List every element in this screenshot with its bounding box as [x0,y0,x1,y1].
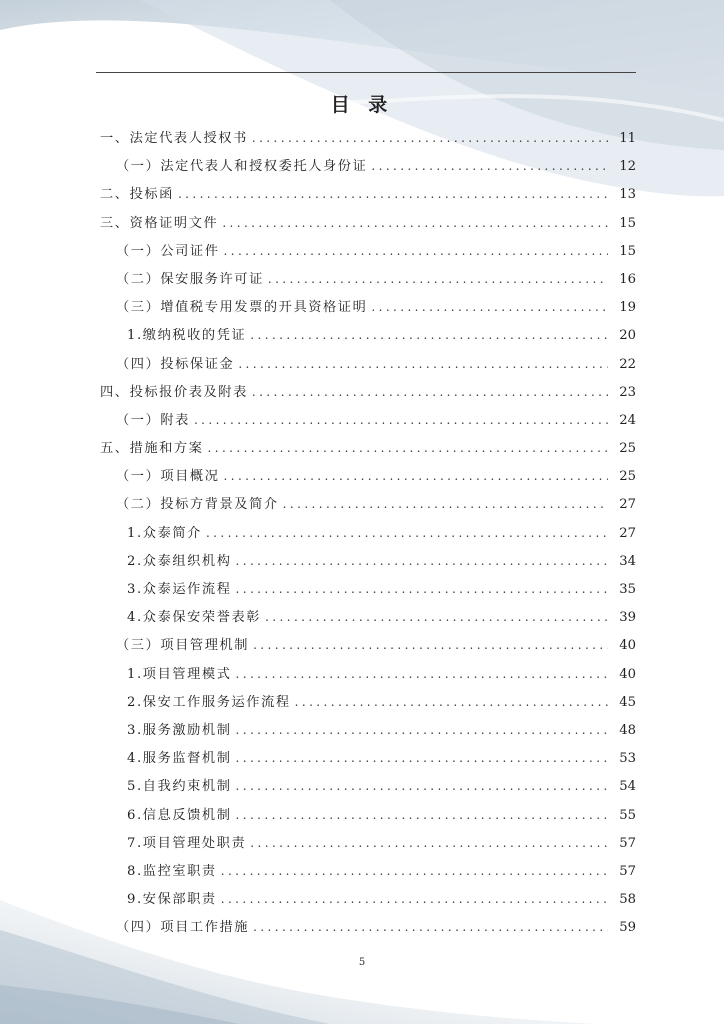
toc-leader-dots [236,716,608,744]
header-rule [96,72,636,73]
toc-leader-dots [252,378,608,406]
toc-entry[interactable] [100,378,636,406]
toc-entry-page: 55 [619,807,636,823]
toc-entry[interactable] [100,744,636,772]
toc-entry-label: 1.众泰简介 [127,525,202,541]
toc-leader-dots [236,575,608,603]
toc-leader-dots [253,631,608,659]
toc-entry-label: （四）项目工作措施 [116,920,250,936]
toc-entry-label: 四、投标报价表及附表 [100,384,248,400]
toc-entry[interactable] [100,688,636,716]
toc-entry-page: 22 [619,356,636,372]
toc-leader-dots [250,829,608,857]
toc-leader-dots [236,547,608,575]
toc-entry-page: 54 [619,779,636,795]
toc-leader-dots [236,772,608,800]
toc-entry-label: 9.安保部职责 [127,892,217,908]
toc-entry-label: 6.信息反馈机制 [127,807,232,823]
toc-entry[interactable] [100,857,636,885]
toc-leader-dots [283,490,608,518]
toc-leader-dots [295,688,608,716]
toc-entry-label: 4.众泰保安荣誉表彰 [127,610,262,626]
toc-entry-page: 11 [619,131,636,146]
toc-entry-label: （三）增值税专用发票的开具资格证明 [116,300,368,316]
toc-entry[interactable] [100,801,636,829]
toc-leader-dots [268,265,608,293]
toc-entry-page: 23 [619,384,636,400]
toc-entry-label: 1.项目管理模式 [127,666,232,682]
toc-entry-page: 39 [619,610,636,626]
toc-entry-page: 53 [619,751,636,767]
toc-leader-dots [236,660,608,688]
toc-entry[interactable] [100,265,636,293]
toc-entry-page: 35 [619,582,636,597]
toc-entry-page: 12 [619,159,636,175]
toc-leader-dots [265,603,608,631]
toc-leader-dots [238,350,608,378]
toc-entry-label: （三）项目管理机制 [116,638,250,654]
toc-leader-dots [178,180,608,208]
toc-entry-label: （一）公司证件 [116,243,220,259]
toc-entry[interactable] [100,631,636,659]
toc-entry-label: 3.众泰运作流程 [127,582,232,597]
toc-leader-dots [224,237,608,265]
toc-leader-dots [253,913,608,941]
toc-entry[interactable] [100,716,636,744]
toc-entry[interactable] [100,913,636,941]
toc-entry-page: 19 [619,300,636,316]
toc-entry-label: 7.项目管理处职责 [127,835,247,851]
toc-entry-page: 24 [619,412,636,428]
toc-entry[interactable] [100,237,636,265]
toc-entry[interactable] [100,209,636,237]
toc-entry-label: 8.监控室职责 [127,863,217,879]
toc-entry-page: 15 [619,243,636,259]
toc-entry-page: 25 [619,441,636,457]
toc-leader-dots [371,152,608,180]
toc-entry-page: 34 [619,553,636,569]
running-header [110,50,615,64]
toc-entry-page: 13 [619,187,636,203]
toc-leader-dots [252,124,608,152]
table-of-contents [100,124,636,941]
toc-entry[interactable] [100,406,636,434]
toc-leader-dots [206,519,608,547]
toc-entry-label: 5.自我约束机制 [127,779,232,795]
toc-entry-page: 20 [619,328,636,344]
toc-entry-label: 2.保安工作服务运作流程 [127,694,291,710]
toc-entry[interactable] [100,180,636,208]
toc-entry-page: 40 [619,638,636,654]
toc-entry-page: 57 [619,835,636,851]
page-number: 5 [358,957,366,968]
toc-entry-label: 4.服务监督机制 [127,751,232,767]
toc-entry-label: （一）法定代表人和授权委托人身份证 [116,159,368,175]
toc-entry-page: 27 [619,497,636,513]
toc-entry[interactable] [100,350,636,378]
toc-leader-dots [222,209,608,237]
toc-leader-dots [221,885,608,913]
toc-entry-page: 57 [619,863,636,879]
toc-entry[interactable] [100,575,636,603]
toc-entry-page: 59 [619,920,636,936]
toc-entry[interactable] [100,152,636,180]
toc-entry-label: 一、法定代表人授权书 [100,131,248,146]
toc-entry-page: 25 [619,469,636,485]
toc-leader-dots [236,801,608,829]
toc-entry[interactable] [100,490,636,518]
toc-leader-dots [224,462,608,490]
toc-entry-page: 15 [619,215,636,231]
toc-leader-dots [236,744,608,772]
toc-entry[interactable] [100,462,636,490]
toc-entry[interactable] [100,519,636,547]
toc-entry-page: 58 [619,892,636,908]
toc-entry-label: 三、资格证明文件 [100,215,219,231]
toc-entry-page: 16 [619,271,636,287]
toc-entry-label: （一）项目概况 [116,469,220,485]
toc-entry[interactable] [100,660,636,688]
toc-entry[interactable] [100,434,636,462]
toc-entry-label: （二）投标方背景及简介 [116,497,279,513]
toc-leader-dots [250,321,608,349]
toc-title: 目 录 [330,94,394,116]
toc-entry[interactable] [100,547,636,575]
toc-entry-page: 40 [619,666,636,682]
toc-leader-dots [221,857,608,885]
toc-entry-page: 45 [619,694,636,710]
toc-entry[interactable] [100,829,636,857]
toc-entry-page: 27 [619,525,636,541]
toc-entry[interactable] [100,772,636,800]
toc-leader-dots [371,293,608,321]
toc-entry-page: 48 [619,722,636,738]
toc-entry[interactable] [100,124,636,152]
toc-entry[interactable] [100,603,636,631]
toc-leader-dots [194,406,608,434]
toc-entry-label: 3.服务激励机制 [127,722,232,738]
toc-entry-label: （四）投标保证金 [116,356,235,372]
toc-entry[interactable] [100,321,636,349]
toc-entry-label: 二、投标函 [100,187,174,203]
toc-entry-label: （二）保安服务许可证 [116,271,264,287]
toc-leader-dots [208,434,608,462]
toc-entry-label: 1.缴纳税收的凭证 [127,328,247,344]
toc-entry[interactable] [100,293,636,321]
toc-entry-label: （一）附表 [116,412,190,428]
toc-entry[interactable] [100,885,636,913]
toc-entry-label: 五、措施和方案 [100,441,204,457]
toc-entry-label: 2.众泰组织机构 [127,553,232,569]
